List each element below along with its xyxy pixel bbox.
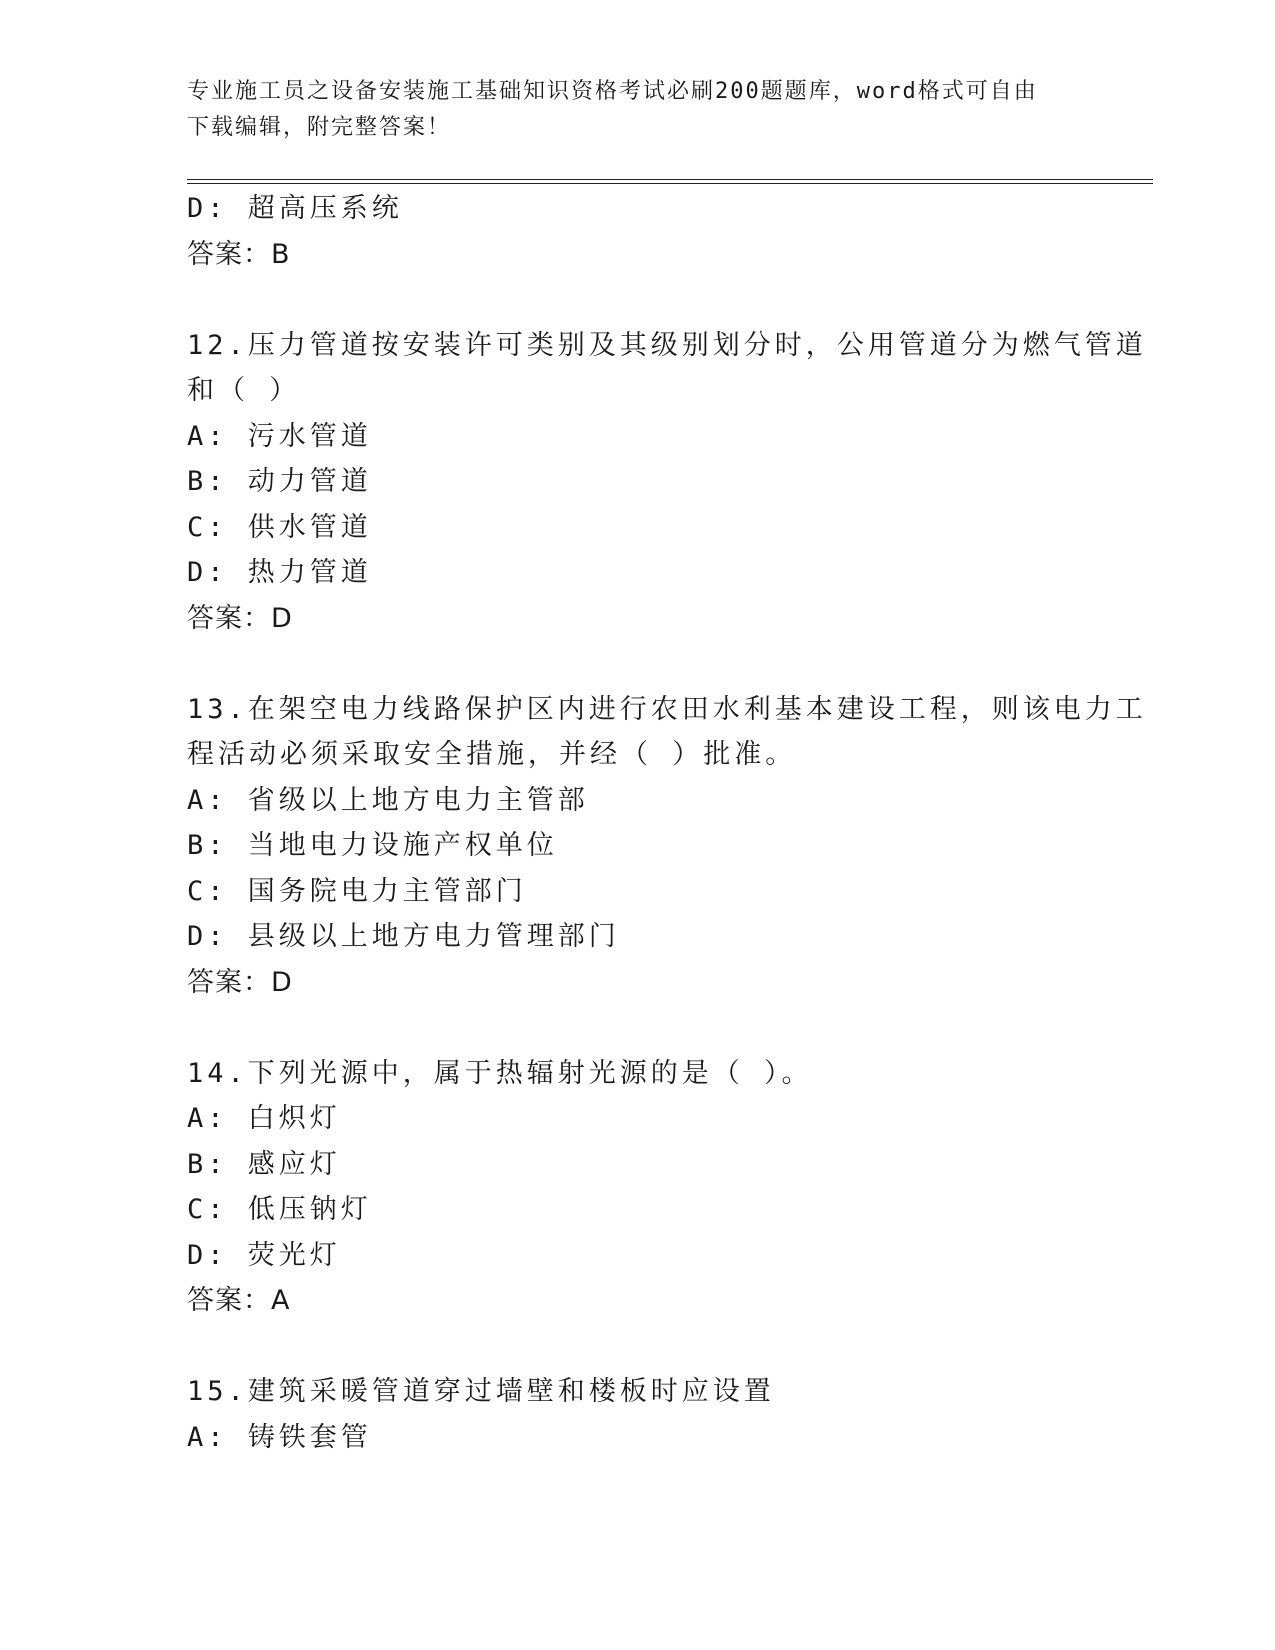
previous-question-tail	[187, 186, 1087, 277]
header-divider-top	[187, 179, 1153, 180]
spacer	[187, 277, 1087, 323]
option-b: B: 感应灯	[187, 1148, 341, 1180]
question-13	[187, 687, 1147, 1006]
option-b: B: 当地电力设施产权单位	[187, 830, 558, 861]
question-15	[187, 1369, 1087, 1460]
question-stem: 13.在架空电力线路保护区内进行农田水利基本建设工程，则该电力工	[187, 693, 1147, 725]
option-d: D: 荧光灯	[187, 1239, 341, 1271]
option-b: B: 动力管道	[187, 466, 372, 497]
question-stem-continued: 程活动必须采取安全措施，并经（ ）批准。	[187, 739, 797, 770]
option-a: A: 铸铁套管	[187, 1421, 372, 1453]
document-header	[187, 74, 1067, 146]
option-d: D: 县级以上地方电力管理部门	[187, 921, 620, 952]
option-c: C: 供水管道	[187, 511, 372, 543]
header-line-2: 下载编辑，附完整答案！	[187, 115, 452, 140]
header-divider-bottom	[187, 183, 1153, 184]
question-12	[187, 323, 1147, 642]
question-stem-continued: 和（ ）	[187, 375, 301, 406]
answer-line: 答案：A	[187, 1285, 291, 1316]
spacer	[187, 1005, 1087, 1051]
answer-line: 答案：B	[187, 238, 291, 270]
option-c: C: 国务院电力主管部门	[187, 875, 527, 907]
answer-line: 答案：D	[187, 966, 293, 998]
option-c: C: 低压钠灯	[187, 1194, 372, 1225]
option-a: A: 省级以上地方电力主管部	[187, 784, 589, 816]
option-d: D: 超高压系统	[187, 193, 403, 224]
option-a: A: 白炽灯	[187, 1103, 341, 1134]
option-a: A: 污水管道	[187, 420, 372, 452]
question-stem: 15.建筑采暖管道穿过墙壁和楼板时应设置	[187, 1376, 775, 1407]
header-line-1: 专业施工员之设备安装施工基础知识资格考试必刷200题题库，word格式可自由	[187, 79, 1038, 104]
option-d: D: 热力管道	[187, 557, 372, 588]
answer-line: 答案：D	[187, 602, 293, 634]
question-stem: 14.下列光源中，属于热辐射光源的是（ ）。	[187, 1057, 813, 1089]
spacer	[187, 641, 1087, 687]
question-14	[187, 1051, 1087, 1324]
question-stem: 12.压力管道按安装许可类别及其级别划分时，公用管道分为燃气管道	[187, 329, 1147, 361]
question-list	[187, 186, 1147, 1460]
spacer	[187, 1324, 1087, 1370]
